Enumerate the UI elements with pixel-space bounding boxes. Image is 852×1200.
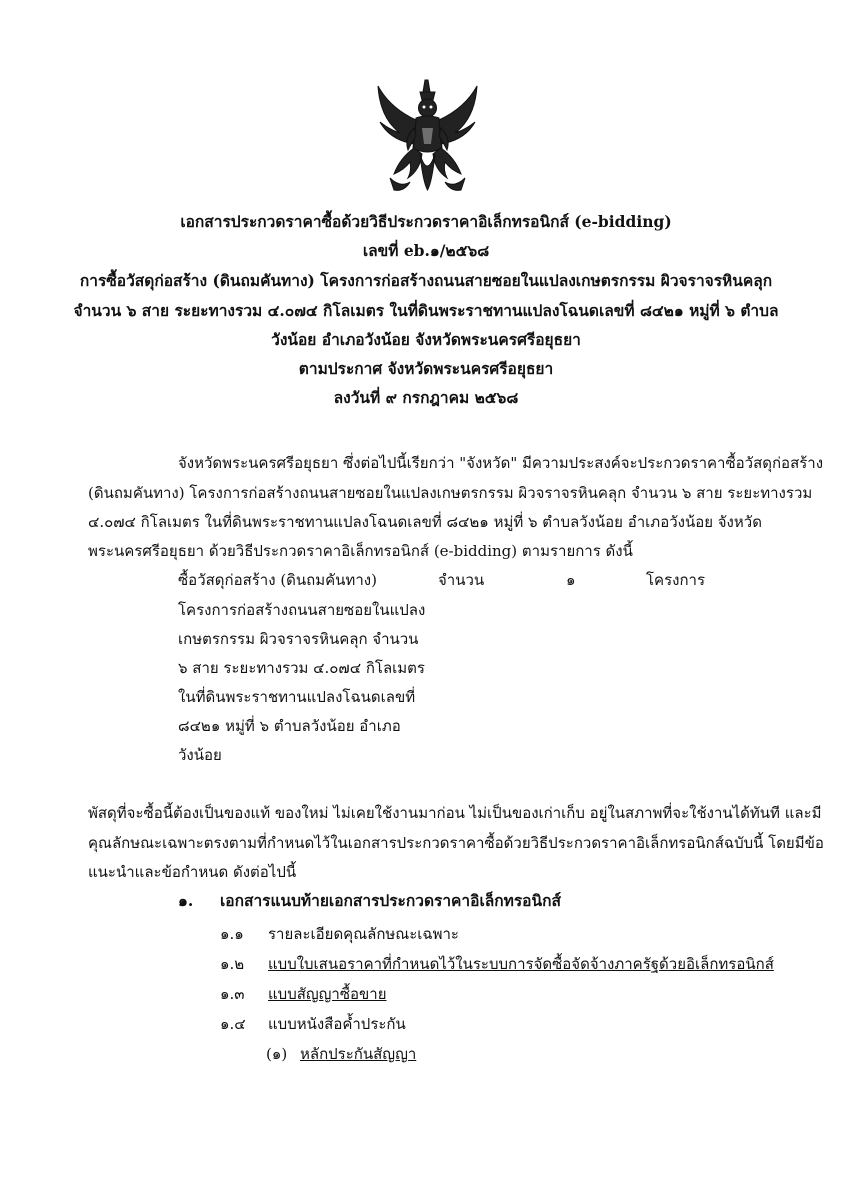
item-1-2-number: ๑.๒ xyxy=(220,955,245,973)
subject-line-3: วังน้อย อำเภอวังน้อย จังหวัดพระนครศรีอยุธยา xyxy=(271,330,581,349)
item-desc-line-5: ในที่ดินพระราชทานแปลงโฉนดเลขที่ xyxy=(178,688,416,706)
item-desc-line-2: โครงการก่อสร้างถนนสายซอยในแปลง xyxy=(178,601,426,619)
date-line: ลงวันที่ ๙ กรกฎาคม ๒๕๖๘ xyxy=(333,388,519,407)
item-quantity-label: จำนวน xyxy=(438,571,485,589)
item-1-1-text: รายละเอียดคุณลักษณะเฉพาะ xyxy=(268,925,459,943)
item-desc-line-7: วังน้อย xyxy=(178,746,222,764)
intro-line-2: (ดินถมคันทาง) โครงการก่อสร้างถนนสายซอยในแปลงเกษตรกรรม ผิวจราจรหินคลุก จำนวน ๖ สาย ระยะทางรวม xyxy=(88,484,813,502)
condition-line-2: คุณลักษณะเฉพาะตรงตามที่กำหนดไว้ในเอกสารประกวดราคาซื้อด้วยวิธีประกวดราคาอิเล็กทรอนิกส์ฉบับนี้ โดยมีข้อ xyxy=(88,834,824,852)
item-1-4-number: ๑.๔ xyxy=(220,1015,246,1033)
item-1-2-link[interactable]: แบบใบเสนอราคาที่กำหนดไว้ในระบบการจัดซื้อจัดจ้างภาครัฐด้วยอิเล็กทรอนิกส์ xyxy=(268,955,774,973)
document-number: เลขที่ eb.๑/๒๕๖๘ xyxy=(362,241,490,260)
item-quantity: ๑ xyxy=(566,571,576,589)
section-1-title: เอกสารแนบท้ายเอกสารประกวดราคาอิเล็กทรอนิกส์ xyxy=(220,891,561,910)
section-1-number: ๑. xyxy=(178,891,194,910)
item-desc-line-1: ซื้อวัสดุก่อสร้าง (ดินถมคันทาง) xyxy=(178,571,377,589)
item-unit: โครงการ xyxy=(646,571,706,589)
subject-line-1: การซื้อวัสดุก่อสร้าง (ดินถมคันทาง) โครงการก่อสร้างถนนสายซอยในแปลงเกษตรกรรม ผิวจราจรหินคลุก xyxy=(79,271,773,290)
subitem-1-number: (๑) xyxy=(266,1045,288,1063)
item-desc-line-3: เกษตรกรรม ผิวจราจรหินคลุก จำนวน xyxy=(178,630,419,648)
subject-line-2: จำนวน ๖ สาย ระยะทางรวม ๔.๐๗๔ กิโลเมตร ในที่ดินพระราชทานแปลงโฉนดเลขที่ ๘๔๒๑ หมู่ที่ ๖ ตำบล xyxy=(73,301,779,320)
item-1-4-text: แบบหนังสือค้ำประกัน xyxy=(268,1015,406,1033)
item-desc-line-4: ๖ สาย ระยะทางรวม ๔.๐๗๔ กิโลเมตร xyxy=(178,659,425,677)
announcement-line: ตามประกาศ จังหวัดพระนครศรีอยุธยา xyxy=(298,359,554,378)
condition-line-3: แนะนำและข้อกำหนด ดังต่อไปนี้ xyxy=(88,863,297,881)
document-title: เอกสารประกวดราคาซื้อด้วยวิธีประกวดราคาอิเล็กทรอนิกส์ (e-bidding) xyxy=(180,212,672,231)
intro-line-4: พระนครศรีอยุธยา ด้วยวิธีประกวดราคาอิเล็กทรอนิกส์ (e-bidding) ตามรายการ ดังนี้ xyxy=(88,542,633,560)
intro-line-1: จังหวัดพระนครศรีอยุธยา ซึ่งต่อไปนี้เรียกว่า "จังหวัด" มีความประสงค์จะประกวดราคาซื้อวัสดุก่อสร้าง xyxy=(178,454,824,472)
item-1-3-link[interactable]: แบบสัญญาซื้อขาย xyxy=(268,985,387,1003)
item-1-3-number: ๑.๓ xyxy=(220,985,245,1003)
item-desc-line-6: ๘๔๒๑ หมู่ที่ ๖ ตำบลวังน้อย อำเภอ xyxy=(178,717,401,735)
intro-line-3: ๔.๐๗๔ กิโลเมตร ในที่ดินพระราชทานแปลงโฉนดเลขที่ ๘๔๒๑ หมู่ที่ ๖ ตำบลวังน้อย อำเภอวังน้อย จังหวัด xyxy=(88,513,762,531)
garuda-emblem-icon xyxy=(370,78,485,198)
item-1-1-number: ๑.๑ xyxy=(220,925,244,943)
subitem-1-link[interactable]: หลักประกันสัญญา xyxy=(300,1045,417,1063)
condition-line-1: พัสดุที่จะซื้อนี้ต้องเป็นของแท้ ของใหม่ ไม่เคยใช้งานมาก่อน ไม่เป็นของเก่าเก็บ อยู่ในสภาพที่จะใช้งานได้ทันที และมี xyxy=(88,804,822,822)
